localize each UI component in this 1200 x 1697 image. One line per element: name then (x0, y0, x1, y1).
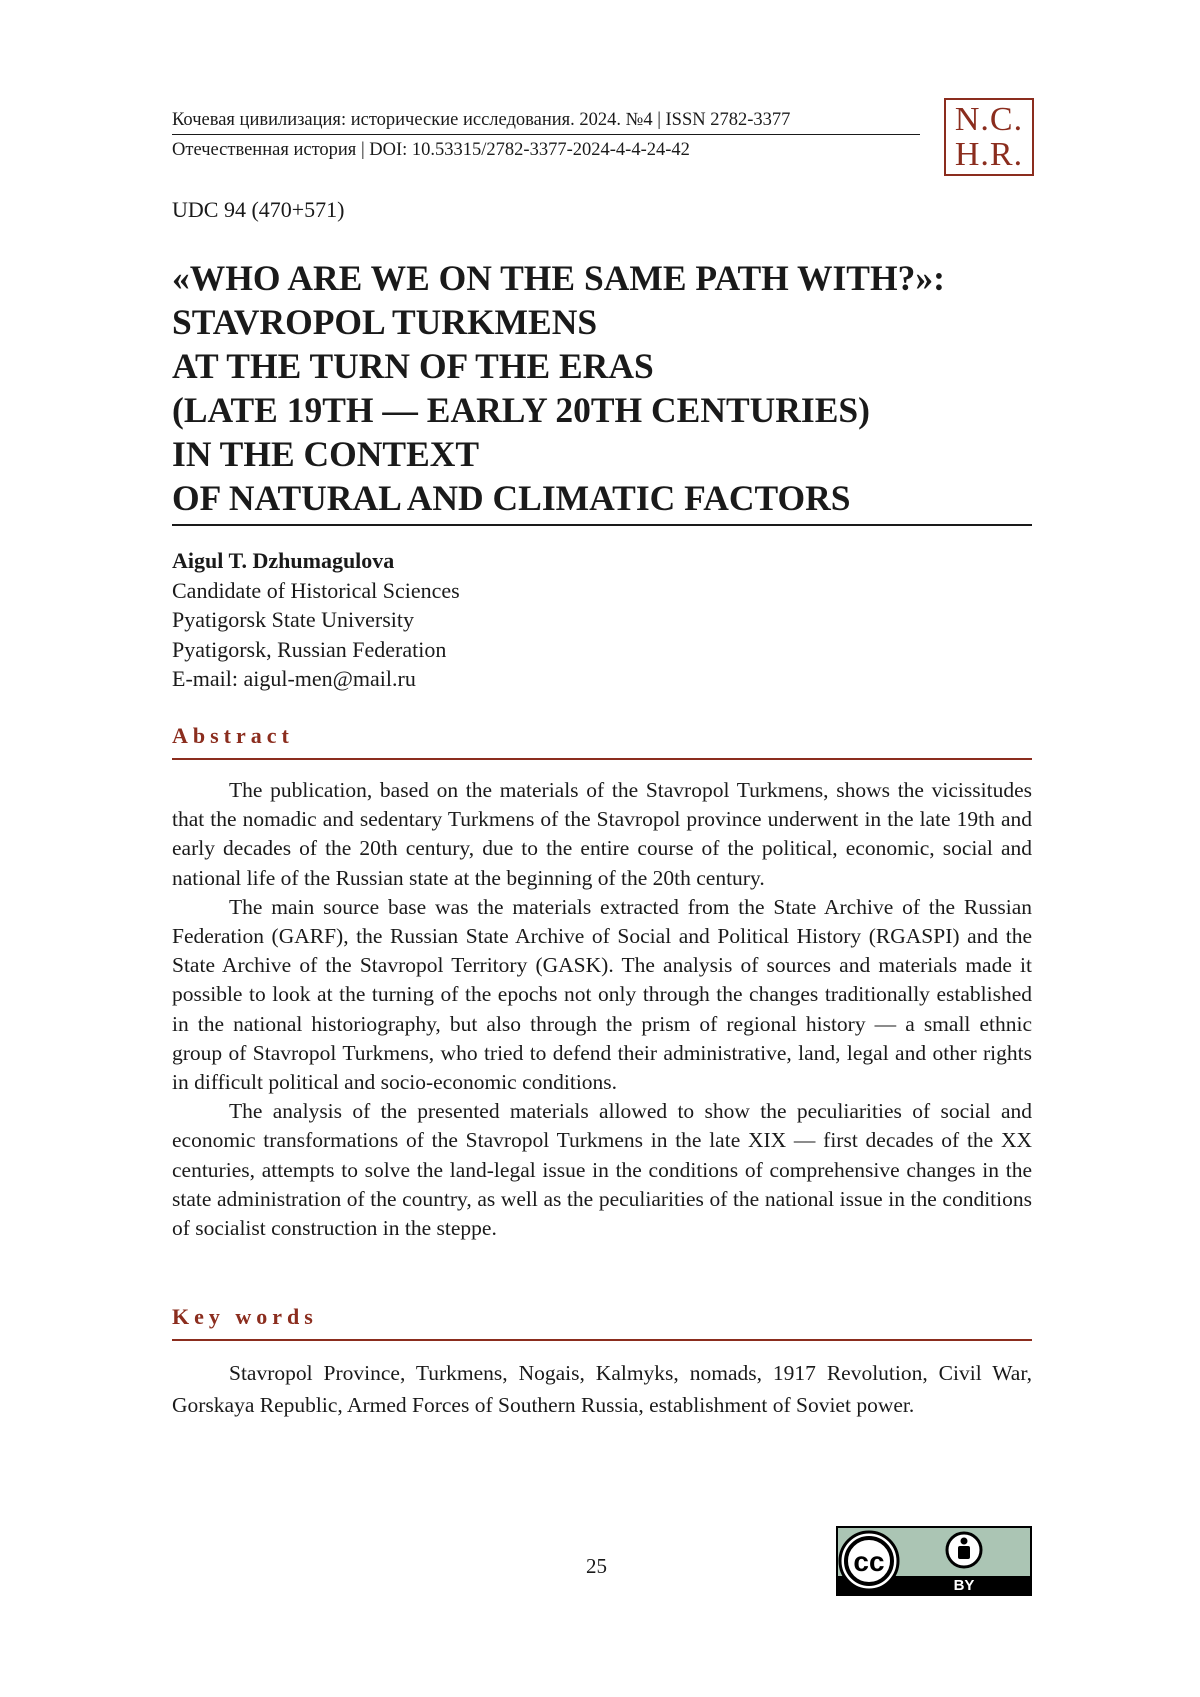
title-line: AT THE TURN OF THE ERAS (172, 346, 654, 386)
title-divider (172, 524, 1032, 526)
abstract-body (172, 776, 1032, 1243)
title-line: IN THE CONTEXT (172, 434, 480, 474)
journal-citation: Кочевая цивилизация: исторические исследования. 2024. №4 | ISSN 2782-3377 (172, 110, 791, 130)
abstract-paragraph: The analysis of the presented materials allowed to show the peculiarities of social and economic transformations of the Stavropol Turkmens in the late XIX — first decades of the XX centuries, attempts to solve the land-legal issue in the conditions of comprehensive changes in the state administration of the country, as well as the peculiarities of the national issue in the conditions of socialist construction in the steppe. (172, 1099, 1032, 1241)
keywords-body (172, 1357, 1032, 1421)
abstract-heading: Abstract (172, 723, 294, 748)
journal-header (172, 108, 920, 162)
header-divider (172, 134, 920, 135)
person-body (958, 1546, 970, 1559)
cc-icon: cc (853, 1546, 885, 1577)
keywords-heading: Key words (172, 1304, 318, 1329)
page-number: 25 (586, 1554, 607, 1578)
title-line: «WHO ARE WE ON THE SAME PATH WITH?»: (172, 258, 945, 298)
author-affiliation: Pyatigorsk State University (172, 607, 414, 632)
keywords-divider (172, 1339, 1032, 1341)
by-label: BY (953, 1577, 975, 1594)
person-head (961, 1538, 968, 1545)
author-block (172, 546, 460, 694)
author-degree: Candidate of Historical Sciences (172, 577, 460, 603)
journal-doi: Отечественная история | DOI: 10.53315/2782-3377-2024-4-4-24-42 (172, 140, 690, 160)
keywords-text: Stavropol Province, Turkmens, Nogais, Kalmyks, nomads, 1917 Revolution, Civil War, Gorskaya Republic, Armed Forces of Southern Russia, establishment of Soviet power. (172, 1361, 1032, 1417)
journal-logo (944, 98, 1034, 176)
logo-bottom-text: H.R. (954, 136, 1024, 173)
abstract-divider (172, 758, 1032, 760)
abstract-paragraph: The main source base was the materials extracted from the State Archive of the Russian Federation (GARF), the Russian State Archive of Social and Political History (RGASPI) and the State Archive of the Stavropol Territory (GASK). The analysis of sources and materials made it possible to look at the turning of the epochs not only through the changes traditionally established in the national historiography, but also through the prism of regional history — a small ethnic group of Stavropol Turkmens, who tried to defend their administrative, land, legal and other rights in difficult political and socio-economic conditions. (172, 894, 1032, 1095)
article-title (172, 256, 1032, 520)
title-line: (LATE 19TH — EARLY 20TH CENTURIES) (172, 390, 870, 430)
udc-code: UDC 94 (470+571) (172, 197, 345, 222)
abstract-paragraph: The publication, based on the materials of the Stavropol Turkmens, shows the vicissitudes that the nomadic and sedentary Turkmens of the Stavropol province underwent in the late 19th and early decades of the 20th century, due to the entire course of the political, economic, social and national life of the Russian state at the beginning of the 20th century. (172, 778, 1032, 890)
cc-by-license-badge[interactable] (836, 1526, 1032, 1596)
title-line: OF NATURAL AND CLIMATIC FACTORS (172, 478, 851, 518)
author-name: Aigul T. Dzhumagulova (172, 548, 395, 573)
title-line: STAVROPOL TURKMENS (172, 302, 598, 342)
logo-top-text: N.C. (954, 101, 1024, 138)
author-email[interactable]: E-mail: aigul-men@mail.ru (172, 666, 416, 691)
author-location: Pyatigorsk, Russian Federation (172, 636, 447, 662)
